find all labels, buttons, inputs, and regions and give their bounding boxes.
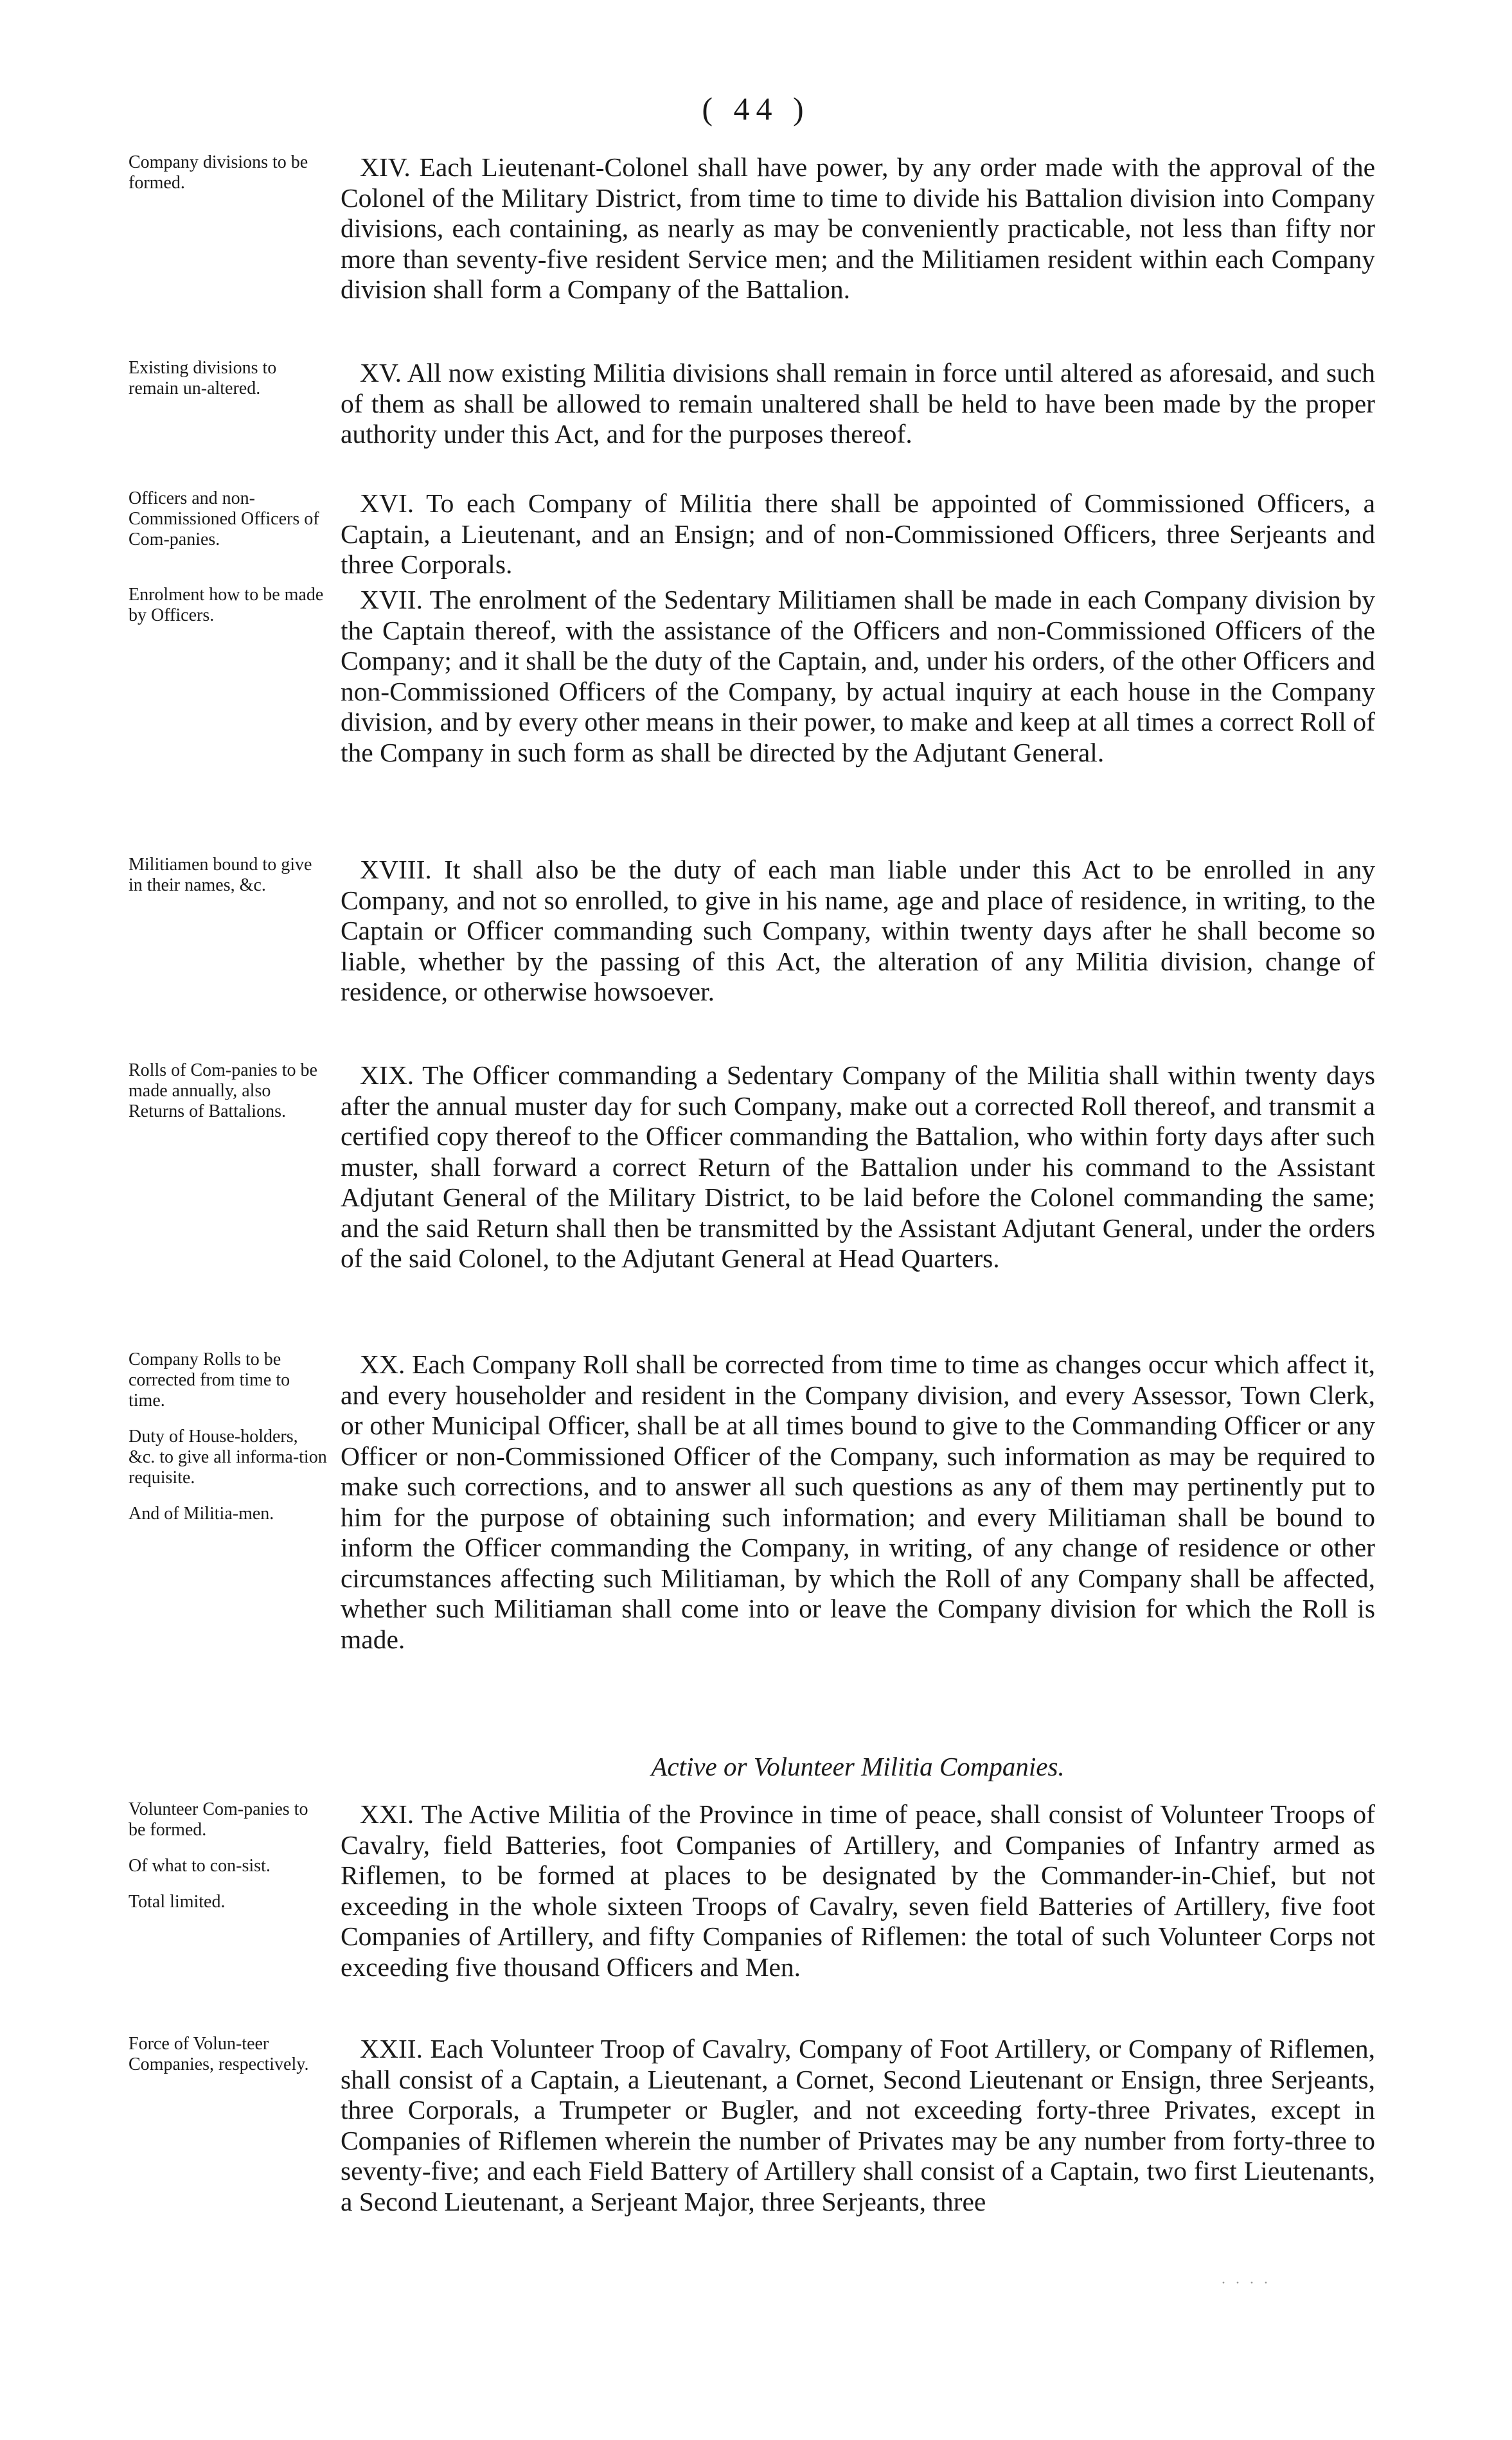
- margin-note: [129, 1349, 328, 1540]
- margin-note-line: And of Militia-men.: [129, 1504, 274, 1524]
- margin-note-line: Of what to con-sist.: [129, 1856, 271, 1876]
- margin-note-line: Company Rolls to be corrected from time to time.: [129, 1349, 290, 1411]
- margin-note-line: Duty of House-holders, &c. to give all informa-tion requisite.: [129, 1427, 327, 1488]
- page-number: ( 44 ): [702, 91, 810, 127]
- margin-note-line: Officers and non-Commissioned Officers of Com-panies.: [129, 488, 319, 549]
- margin-note: [129, 585, 328, 641]
- section-xix: XIX. The Officer commanding a Sedentary Company of the Militia shall within twenty days after the annual muster day for such Company, make out a corrected Roll thereof, and transmit a certified copy thereof to the Officer commanding the Battalion, who within forty days after such muster, shall forward a correct Return of the Battalion under his command to the Assistant Adjutant General of the Military District, to be laid before the Colonel commanding the same; and the said Return shall then be transmitted by the Assistant Adjutant General, under the orders of the said Colonel, to the Adjutant General at Head Quarters.: [341, 1060, 1375, 1273]
- margin-note-line: Militiamen bound to give in their names, &c.: [129, 855, 312, 895]
- section-xviii: XVIII. It shall also be the duty of each man liable under this Act to be enrolled in any Company, and not so enrolled, to give in his name, age and place of residence, in writing, to the Captain or Officer commanding such Company, within twenty days after he shall become so liable, whether by the passing of this Act, the alteration of any Militia division, change of residence, or otherwise howsoever.: [341, 855, 1375, 1006]
- margin-note: [129, 2034, 328, 2090]
- margin-note-line: Existing divisions to remain un-altered.: [129, 358, 277, 398]
- ink-smudge: · · · ·: [1221, 2275, 1271, 2292]
- section-xvi: XVI. To each Company of Militia there shall be appointed of Commissioned Officers, a Captain, a Lieutenant, and an Ensign; and of non-Commissioned Officers, three Serjeants and three Corporals.: [341, 488, 1375, 579]
- margin-note-line: Volunteer Com-panies to be formed.: [129, 1799, 308, 1840]
- margin-note-line: Total limited.: [129, 1892, 226, 1912]
- section-xiv: XIV. Each Lieutenant-Colonel shall have power, by any order made with the approval of the Colonel of the Military District, from time to time to divide his Battalion division into Company divisions, each containing, as nearly as may be conveniently practicable, not less than fifty nor more than seventy-five resident Service men; and the Militiamen resident within each Company division shall form a Company of the Battalion.: [341, 152, 1375, 304]
- margin-note-line: Force of Volun-teer Companies, respectively.: [129, 2034, 309, 2074]
- margin-note: [129, 855, 328, 911]
- margin-note: [129, 1799, 328, 1928]
- margin-note: [129, 1060, 328, 1137]
- section-heading: Active or Volunteer Militia Companies.: [651, 1752, 1065, 1781]
- section-xx: XX. Each Company Roll shall be corrected from time to time as changes occur which affect it, and every householder and resident in the Company division, and every Assessor, Town Clerk, or other Municipal Officer, shall be at all times bound to give to the Commanding Officer or any Officer or non-Commissioned Officer of the Company, such information as may be required to make such corrections, and to answer all such questions as any of them may pertinently put to him for the purpose of obtaining such information; and every Militiaman shall be bound to inform the Officer commanding the Company, in writing, of any change of residence or other circumstances affecting such Militiaman, by which the Roll of any Company shall be affected, whether such Militiaman shall come into or leave the Company division for which the Roll is made.: [341, 1349, 1375, 1654]
- section-xxii: XXII. Each Volunteer Troop of Cavalry, Company of Foot Artillery, or Company of Riflemen, shall consist of a Captain, a Lieutenant, a Cornet, Second Lieutenant or Ensign, three Serjeants, three Corporals, a Trumpeter or Bugler, and not exceeding forty-three Privates, except in Companies of Riflemen wherein the number of Privates may be any number from forty-three to seventy-five; and each Field Battery of Artillery shall consist of a Captain, two first Lieutenants, a Second Lieutenant, a Serjeant Major, three Serjeants, three: [341, 2034, 1375, 2216]
- section-xxi: XXI. The Active Militia of the Province in time of peace, shall consist of Volunteer Troops of Cavalry, field Batteries, foot Companies of Artillery, and Companies of Infantry armed as Riflemen, to be formed at places to be designated by the Commander-in-Chief, but not exceeding in the whole sixteen Troops of Cavalry, seven field Batteries of Artillery, five foot Companies of Artillery, and fifty Companies of Riflemen: the total of such Volunteer Corps not exceeding five thousand Officers and Men.: [341, 1799, 1375, 1982]
- margin-note-line: Enrolment how to be made by Officers.: [129, 585, 324, 625]
- margin-note-line: Company divisions to be formed.: [129, 152, 308, 193]
- section-xvii: XVII. The enrolment of the Sedentary Militiamen shall be made in each Company division by the Captain thereof, with the assistance of the Officers and non-Commissioned Officers of the Company; and it shall be the duty of the Captain, and, under his orders, of the other Officers and non-Commissioned Officers of the Company, by actual inquiry at each house in the Company division, and by every other means in their power, to make and keep at all times a correct Roll of the Company in such form as shall be directed by the Adjutant General.: [341, 585, 1375, 767]
- margin-note: [129, 152, 328, 209]
- section-xv: XV. All now existing Militia divisions shall remain in force until altered as aforesaid, and such of them as shall be allowed to remain unaltered shall be held to have been made by the proper authority under this Act, and for the purposes thereof.: [341, 358, 1375, 449]
- margin-note: [129, 358, 328, 414]
- margin-note-line: Rolls of Com-panies to be made annually, also Returns of Battalions.: [129, 1060, 317, 1121]
- margin-note: [129, 488, 328, 565]
